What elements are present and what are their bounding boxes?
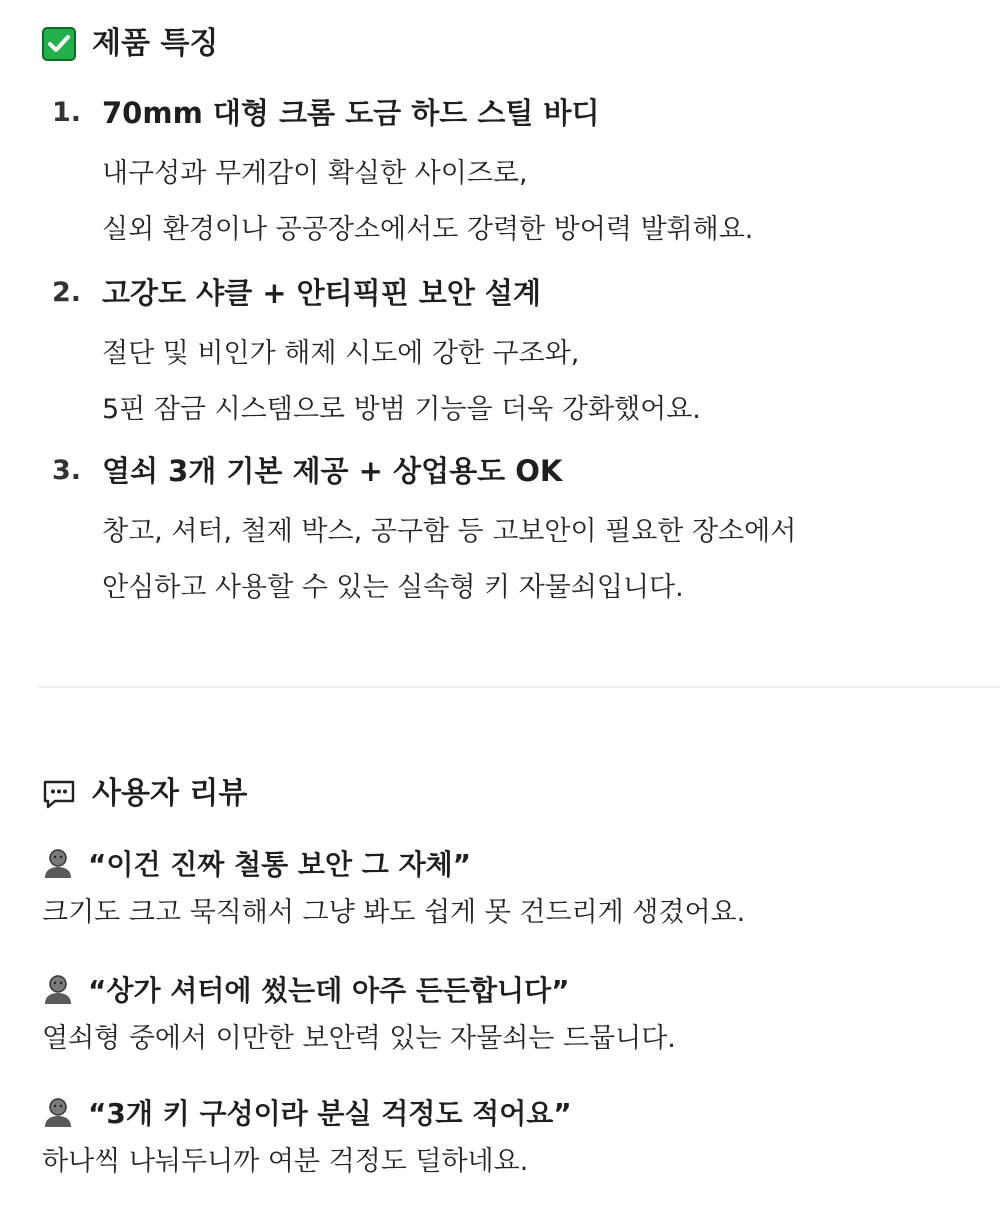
review-quote: “상가 셔터에 썼는데 아주 든든합니다”: [88, 974, 570, 1007]
feature-number: 1.: [52, 97, 82, 128]
speech-bubble-icon: [42, 777, 76, 811]
feature-description: [102, 146, 753, 258]
feature-description-line: 5핀 잠금 시스템으로 방범 기능을 더욱 강화했어요.: [102, 394, 701, 425]
feature-description: [102, 504, 796, 616]
reviews-heading: [42, 777, 247, 811]
feature-description-line: 안심하고 사용할 수 있는 실속형 키 자물쇠입니다.: [102, 572, 684, 603]
feature-description-line: 실외 환경이나 공공장소에서도 강력한 방어력 발휘해요.: [102, 214, 754, 245]
feature-number: 2.: [52, 277, 82, 308]
feature-description-line: 창고, 셔터, 철제 박스, 공구함 등 고보안이 필요한 장소에서: [102, 516, 797, 547]
check-box-icon: [42, 27, 76, 61]
feature-description-line: 내구성과 무게감이 확실한 사이즈로,: [102, 158, 528, 189]
review-quote: “이건 진짜 철통 보안 그 자체”: [88, 848, 472, 881]
review-quote: “3개 키 구성이라 분실 걱정도 적어요”: [88, 1097, 572, 1130]
feature-description: [102, 326, 701, 438]
feature-title: 고강도 샤클 + 안티픽핀 보안 설계: [102, 276, 541, 310]
review-body: 크기도 크고 묵직해서 그냥 봐도 쉽게 못 건드리게 생겼어요.: [42, 897, 746, 928]
review-item: [42, 843, 980, 929]
features-title: 제품 특징: [92, 26, 219, 61]
review-body: 하나씩 나눠두니까 여분 걱정도 덜하네요.: [42, 1146, 529, 1177]
section-divider: [38, 686, 1000, 688]
user-avatar-icon: [42, 973, 74, 1005]
review-body: 열쇠형 중에서 이만한 보안력 있는 자물쇠는 드뭅니다.: [42, 1023, 676, 1054]
feature-number: 3.: [52, 455, 82, 486]
feature-description-line: 절단 및 비인가 해제 시도에 강한 구조와,: [102, 338, 580, 369]
feature-title: 열쇠 3개 기본 제공 + 상업용도 OK: [102, 454, 563, 488]
features-heading: [42, 27, 218, 61]
user-avatar-icon: [42, 847, 74, 879]
review-item: [42, 1092, 980, 1178]
review-item: [42, 969, 980, 1055]
reviews-title: 사용자 리뷰: [92, 776, 248, 811]
feature-title: 70mm 대형 크롬 도금 하드 스틸 바디: [102, 96, 600, 130]
user-avatar-icon: [42, 1096, 74, 1128]
